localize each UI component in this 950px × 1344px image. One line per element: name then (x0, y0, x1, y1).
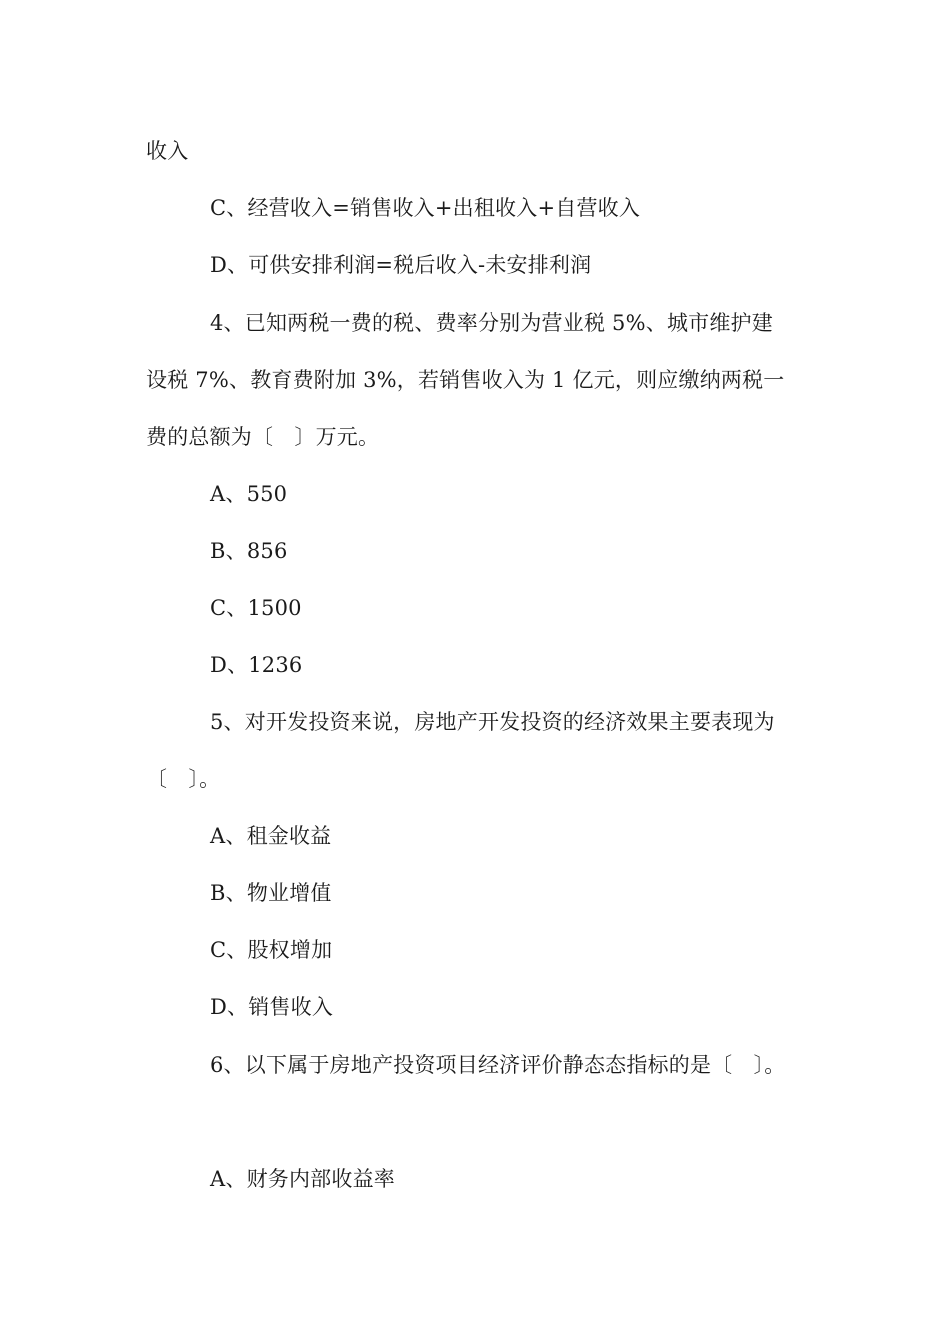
question-4-continued: 费的总额为〔 〕万元。 (146, 425, 380, 449)
question-5: 5、对开发投资来说，房地产开发投资的经济效果主要表现为 (210, 710, 775, 734)
question-4: 4、已知两税一费的税、费率分别为营业税 5%、城市维护建 (210, 311, 773, 335)
question-6: 6、以下属于房地产投资项目经济评价静态态指标的是〔 〕。 (210, 1053, 786, 1077)
question-4-continued: 设税 7%、教育费附加 3%，若销售收入为 1 亿元，则应缴纳两税一 (146, 368, 785, 392)
option-b: B、856 (210, 539, 288, 563)
option-a: A、租金收益 (210, 824, 332, 848)
option-c: C、1500 (210, 596, 302, 620)
option-b: B、物业增值 (210, 881, 332, 905)
option-a: A、550 (210, 482, 288, 506)
text-line: 收入 (146, 139, 189, 163)
question-5-continued: 〔 〕。 (146, 767, 221, 791)
option-d: D、1236 (210, 653, 303, 677)
option-c: C、股权增加 (210, 938, 333, 962)
option-d: D、可供安排利润=税后收入-未安排利润 (210, 253, 592, 277)
option-a: A、财务内部收益率 (210, 1167, 395, 1191)
option-d: D、销售收入 (210, 995, 334, 1019)
option-c: C、经营收入=销售收入+出租收入+自营收入 (210, 196, 641, 220)
